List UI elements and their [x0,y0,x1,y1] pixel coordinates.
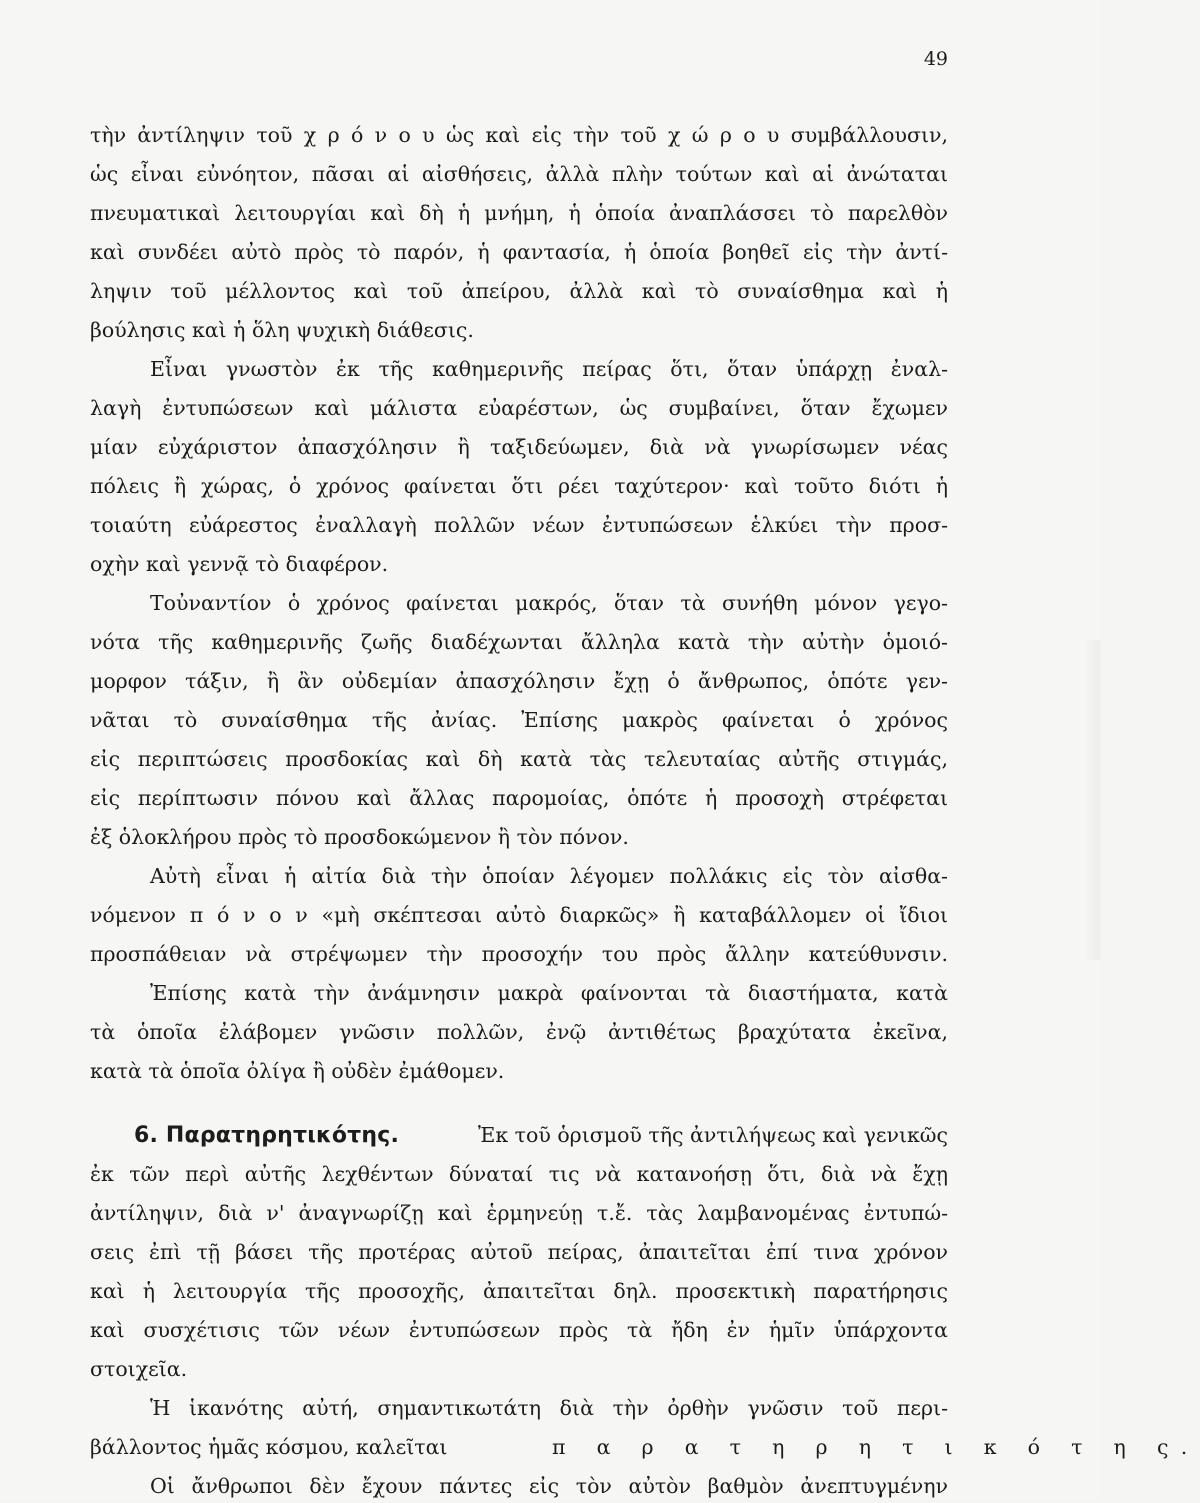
text-line: Εἶναι γνωστὸν ἐκ τῆς καθημερινῆς πείρας ὅτι, ὅταν ὑπάρχῃ ἐναλ- [150,357,948,381]
text-line: Ἐπίσης κατὰ τὴν ἀνάμνησιν μακρὰ φαίνονται τὰ διαστήματα, κατὰ [150,981,948,1005]
text-line: Οἱ ἄνθρωποι δὲν ἔχουν πάντες εἰς τὸν αὐτὸν βαθμὸν ἀνεπτυγμένην [150,1474,948,1498]
text-line: μίαν εὐχάριστον ἀπασχόλησιν ἢ ταξιδεύωμεν, διὰ νὰ γνωρίσωμεν νέας [90,435,948,459]
text-line: Ἐκ τοῦ ὁρισμοῦ τῆς ἀντιλήψεως καὶ γενικῶς [477,1123,948,1147]
text-line: Ἡ ἱκανότης αὐτή, σημαντικωτάτη διὰ τὴν ὀρθὴν γνῶσιν τοῦ περι- [150,1396,948,1420]
text-line: Αὐτὴ εἶναι ἡ αἰτία διὰ τὴν ὁποίαν λέγομεν πολλάκις εἰς τὸν αἰσθα- [150,864,948,888]
text-line: τὴν ἀντίληψιν τοῦ χ ρ ό ν ο υ ὡς καὶ εἰς τὴν τοῦ χ ώ ρ ο υ συμβάλλουσιν, [90,123,948,147]
text-line: βούλησις καὶ ἡ ὅλη ψυχικὴ διάθεσις. [90,318,474,342]
text-line: ἀντίληψιν, διὰ ν' ἀναγνωρίζῃ καὶ ἑρμηνεύῃ τ.ἔ. τὰς λαμβανομένας ἐντυπώ- [90,1201,948,1225]
emphasized-term: π α ρ α τ η ρ η τ ι κ ό τ η ς. [552,1435,1200,1459]
text-line: καὶ συσχέτισις τῶν νέων ἐντυπώσεων πρὸς τὰ ἤδη ἐν ἡμῖν ὑπάρχοντα [90,1318,948,1342]
section-heading [134,1118,399,1152]
text-line: τὰ ὁποῖα ἐλάβομεν γνῶσιν πολλῶν, ἐνῷ ἀντιθέτως βραχύτατα ἐκεῖνα, [90,1020,948,1044]
section-title: 6. Παρατηρητικότης. [134,1123,400,1148]
text-line: σεις ἐπὶ τῇ βάσει τῆς προτέρας αὐτοῦ πείρας, ἀπαιτεῖται ἐπί τινα χρόνον [90,1240,948,1264]
text-line: πόλεις ἢ χώρας, ὁ χρόνος φαίνεται ὅτι ρέει ταχύτερον· καὶ τοῦτο διότι ἡ [90,474,948,498]
text-line: προσπάθειαν νὰ στρέψωμεν τὴν προσοχήν του πρὸς ἄλλην κατεύθυνσιν. [90,942,948,966]
text-line: κατὰ τὰ ὁποῖα ὀλίγα ἢ οὐδὲν ἐμάθομεν. [90,1059,505,1083]
text-line: εἰς περίπτωσιν πόνου καὶ ἄλλας παρομοίας, ὁπότε ἡ προσοχὴ στρέφεται [90,786,948,810]
text-line: νότα τῆς καθημερινῆς ζωῆς διαδέχωνται ἄλληλα κατὰ τὴν αὐτὴν ὁμοιό- [90,630,948,654]
text-line: τοιαύτη εὐάρεστος ἐναλλαγὴ πολλῶν νέων ἐντυπώσεων ἑλκύει τὴν προσ- [90,513,948,537]
text-line: πνευματικαὶ λειτουργίαι καὶ δὴ ἡ μνήμη, ἡ ὁποία ἀναπλάσσει τὸ παρελθὸν [90,201,948,225]
text-line: οχὴν καὶ γεννᾷ τὸ διαφέρον. [90,552,389,576]
text-line: νᾶται τὸ συναίσθημα τῆς ἀνίας. Ἐπίσης μακρὸς φαίνεται ὁ χρόνος [90,708,948,732]
text-line: βάλλοντος ἡμᾶς κόσμου, καλεῖται [90,1435,448,1459]
page-number: 49 [923,48,948,70]
text-line: εἰς περιπτώσεις προσδοκίας καὶ δὴ κατὰ τὰς τελευταίας αὐτῆς στιγμάς, [90,747,948,771]
text-line: ἐξ ὁλοκλήρου πρὸς τὸ προσδοκώμενον ἢ τὸν πόνον. [90,825,629,849]
text-line: ὡς εἶναι εὐνόητον, πᾶσαι αἱ αἰσθήσεις, ἀλλὰ πλὴν τούτων καὶ αἱ ἀνώταται [90,162,948,186]
text-line: Τοὐναντίον ὁ χρόνος φαίνεται μακρός, ὅταν τὰ συνήθη μόνον γεγο- [150,591,948,615]
text-line: στοιχεῖα. [90,1357,188,1381]
text-line: νόμενον π ό ν ο ν «μὴ σκέπτεσαι αὐτὸ διαρκῶς» ἢ καταβάλλομεν οἱ ἴδιοι [90,903,948,927]
page-edge-shadow [1084,640,1100,960]
text-line: λαγὴ ἐντυπώσεων καὶ μάλιστα εὐαρέστων, ὡς συμβαίνει, ὅταν ἔχωμεν [90,396,948,420]
text-line: καὶ συνδέει αὐτὸ πρὸς τὸ παρόν, ἡ φαντασία, ἡ ὁποία βοηθεῖ εἰς τὴν ἀντί- [90,240,948,264]
text-line: μορφον τάξιν, ἢ ἂν οὐδεμίαν ἀπασχόλησιν ἔχῃ ὁ ἄνθρωπος, ὁπότε γεν- [90,669,948,693]
text-line: ληψιν τοῦ μέλλοντος καὶ τοῦ ἀπείρου, ἀλλὰ καὶ τὸ συναίσθημα καὶ ἡ [90,279,948,303]
text-line: καὶ ἡ λειτουργία τῆς προσοχῆς, ἀπαιτεῖται δηλ. προσεκτικὴ παρατήρησις [90,1279,948,1303]
text-line: ἐκ τῶν περὶ αὐτῆς λεχθέντων δύναταί τις νὰ κατανοήσῃ ὅτι, διὰ νὰ ἔχῃ [90,1162,948,1186]
